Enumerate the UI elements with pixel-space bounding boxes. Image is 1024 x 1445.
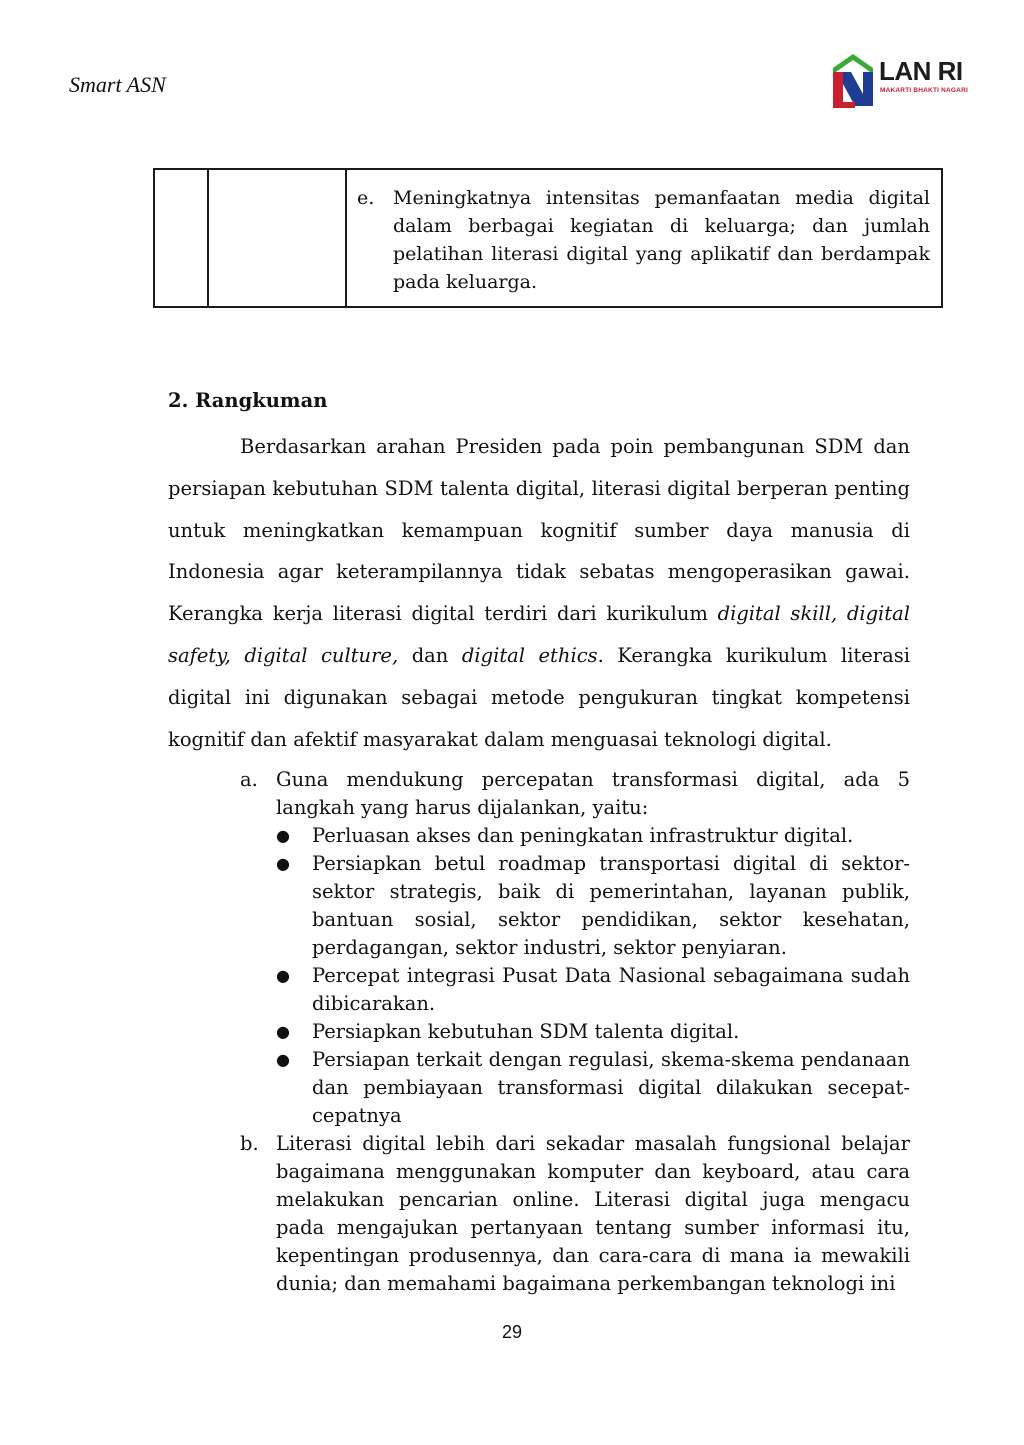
- header-title: Smart ASN: [69, 72, 166, 97]
- bullet-text: Persiapan terkait dengan regulasi, skema-skema pendanaan dan pembiayaan transformasi digital dilakukan secepat-cepatnya: [312, 1048, 910, 1127]
- lan-ri-emblem-icon: [829, 50, 879, 112]
- logo-tagline: MAKARTI BHAKTI NAGARI: [880, 87, 968, 94]
- bullet-dot-icon: ●: [276, 1050, 290, 1069]
- bullet-dot-icon: ●: [276, 966, 290, 985]
- bullet-item: [276, 962, 910, 1018]
- bullet-item: [276, 1018, 910, 1046]
- list-marker: a.: [240, 768, 258, 791]
- list-item: [240, 766, 910, 1130]
- logo-text: LAN RI: [879, 56, 963, 86]
- bullet-item: [276, 822, 910, 850]
- table-cell-number: [154, 169, 208, 307]
- summary-text: Berdasarkan arahan Presiden pada poin pembangunan SDM dan persiapan kebutuhan SDM talenta digital, literasi digital berperan penting untuk meningkatkan kemampuan kognitif sumber daya manusia di Indonesia agar keterampilannya tidak sebatas mengoperasikan gawai. Kerangka kerja literasi digital terdiri dari kurikulum: [168, 435, 910, 626]
- table-cell-content: [346, 169, 942, 307]
- summary-text: . Kerangka kurikulum literasi digital ini digunakan sebagai metode pengukuran tingkat kompetensi kognitif dan afektif masyarakat dalam menguasai teknologi digital.: [168, 643, 910, 751]
- summary-text: dan: [398, 643, 462, 667]
- bullet-text: Percepat integrasi Pusat Data Nasional sebagaimana sudah dibicarakan.: [312, 964, 910, 1015]
- table-cell-label: [208, 169, 346, 307]
- table-list-item: [357, 184, 930, 296]
- bullet-text: Persiapkan betul roadmap transportasi digital di sektor-sektor strategis, baik di pemerintahan, layanan publik, bantuan sosial, sektor pendidikan, sektor kesehatan, perdagangan, sektor industri, sektor penyiaran.: [312, 852, 910, 959]
- bullet-dot-icon: ●: [276, 826, 290, 845]
- list-item: [240, 1130, 910, 1298]
- list-item-text: Literasi digital lebih dari sekadar masalah fungsional belajar bagaimana menggunakan komputer dan keyboard, atau cara melakukan pencarian online. Literasi digital juga mengacu pada mengajukan pertanyaan tentang sumber informasi itu, kepentingan produsennya, dan cara-cara di mana ia mewakili dunia; dan memahami bagaimana perkembangan teknologi ini: [276, 1132, 910, 1295]
- bullet-item: [276, 850, 910, 962]
- continuation-table: [153, 168, 943, 308]
- list-item-text: Guna mendukung percepatan transformasi digital, ada 5 langkah yang harus dijalankan, yaitu:: [276, 768, 910, 819]
- summary-paragraph: [168, 426, 910, 760]
- page-number: 29: [501, 1322, 523, 1342]
- list-item-body: [276, 1130, 910, 1298]
- summary-italic-term: digital skill, digital safety, digital culture,: [168, 602, 910, 667]
- bullet-text: Persiapkan kebutuhan SDM talenta digital.: [312, 1020, 740, 1043]
- section-heading: 2. Rangkuman: [168, 389, 328, 412]
- bullet-text: Perluasan akses dan peningkatan infrastruktur digital.: [312, 824, 854, 847]
- bullet-dot-icon: ●: [276, 1022, 290, 1041]
- lan-ri-logo: [829, 50, 979, 112]
- summary-list: [240, 766, 910, 1298]
- table-row: [154, 169, 942, 307]
- item-text: Meningkatnya intensitas pemanfaatan media digital dalam berbagai kegiatan di keluarga; dan jumlah pelatihan literasi digital yang aplikatif dan berdampak pada keluarga.: [393, 187, 930, 293]
- bullet-dot-icon: ●: [276, 854, 290, 873]
- item-marker: e.: [357, 187, 375, 209]
- summary-italic-term: digital ethics: [461, 643, 598, 667]
- bullet-item: [276, 1046, 910, 1130]
- list-marker: b.: [240, 1132, 259, 1155]
- list-item-body: [276, 766, 910, 1130]
